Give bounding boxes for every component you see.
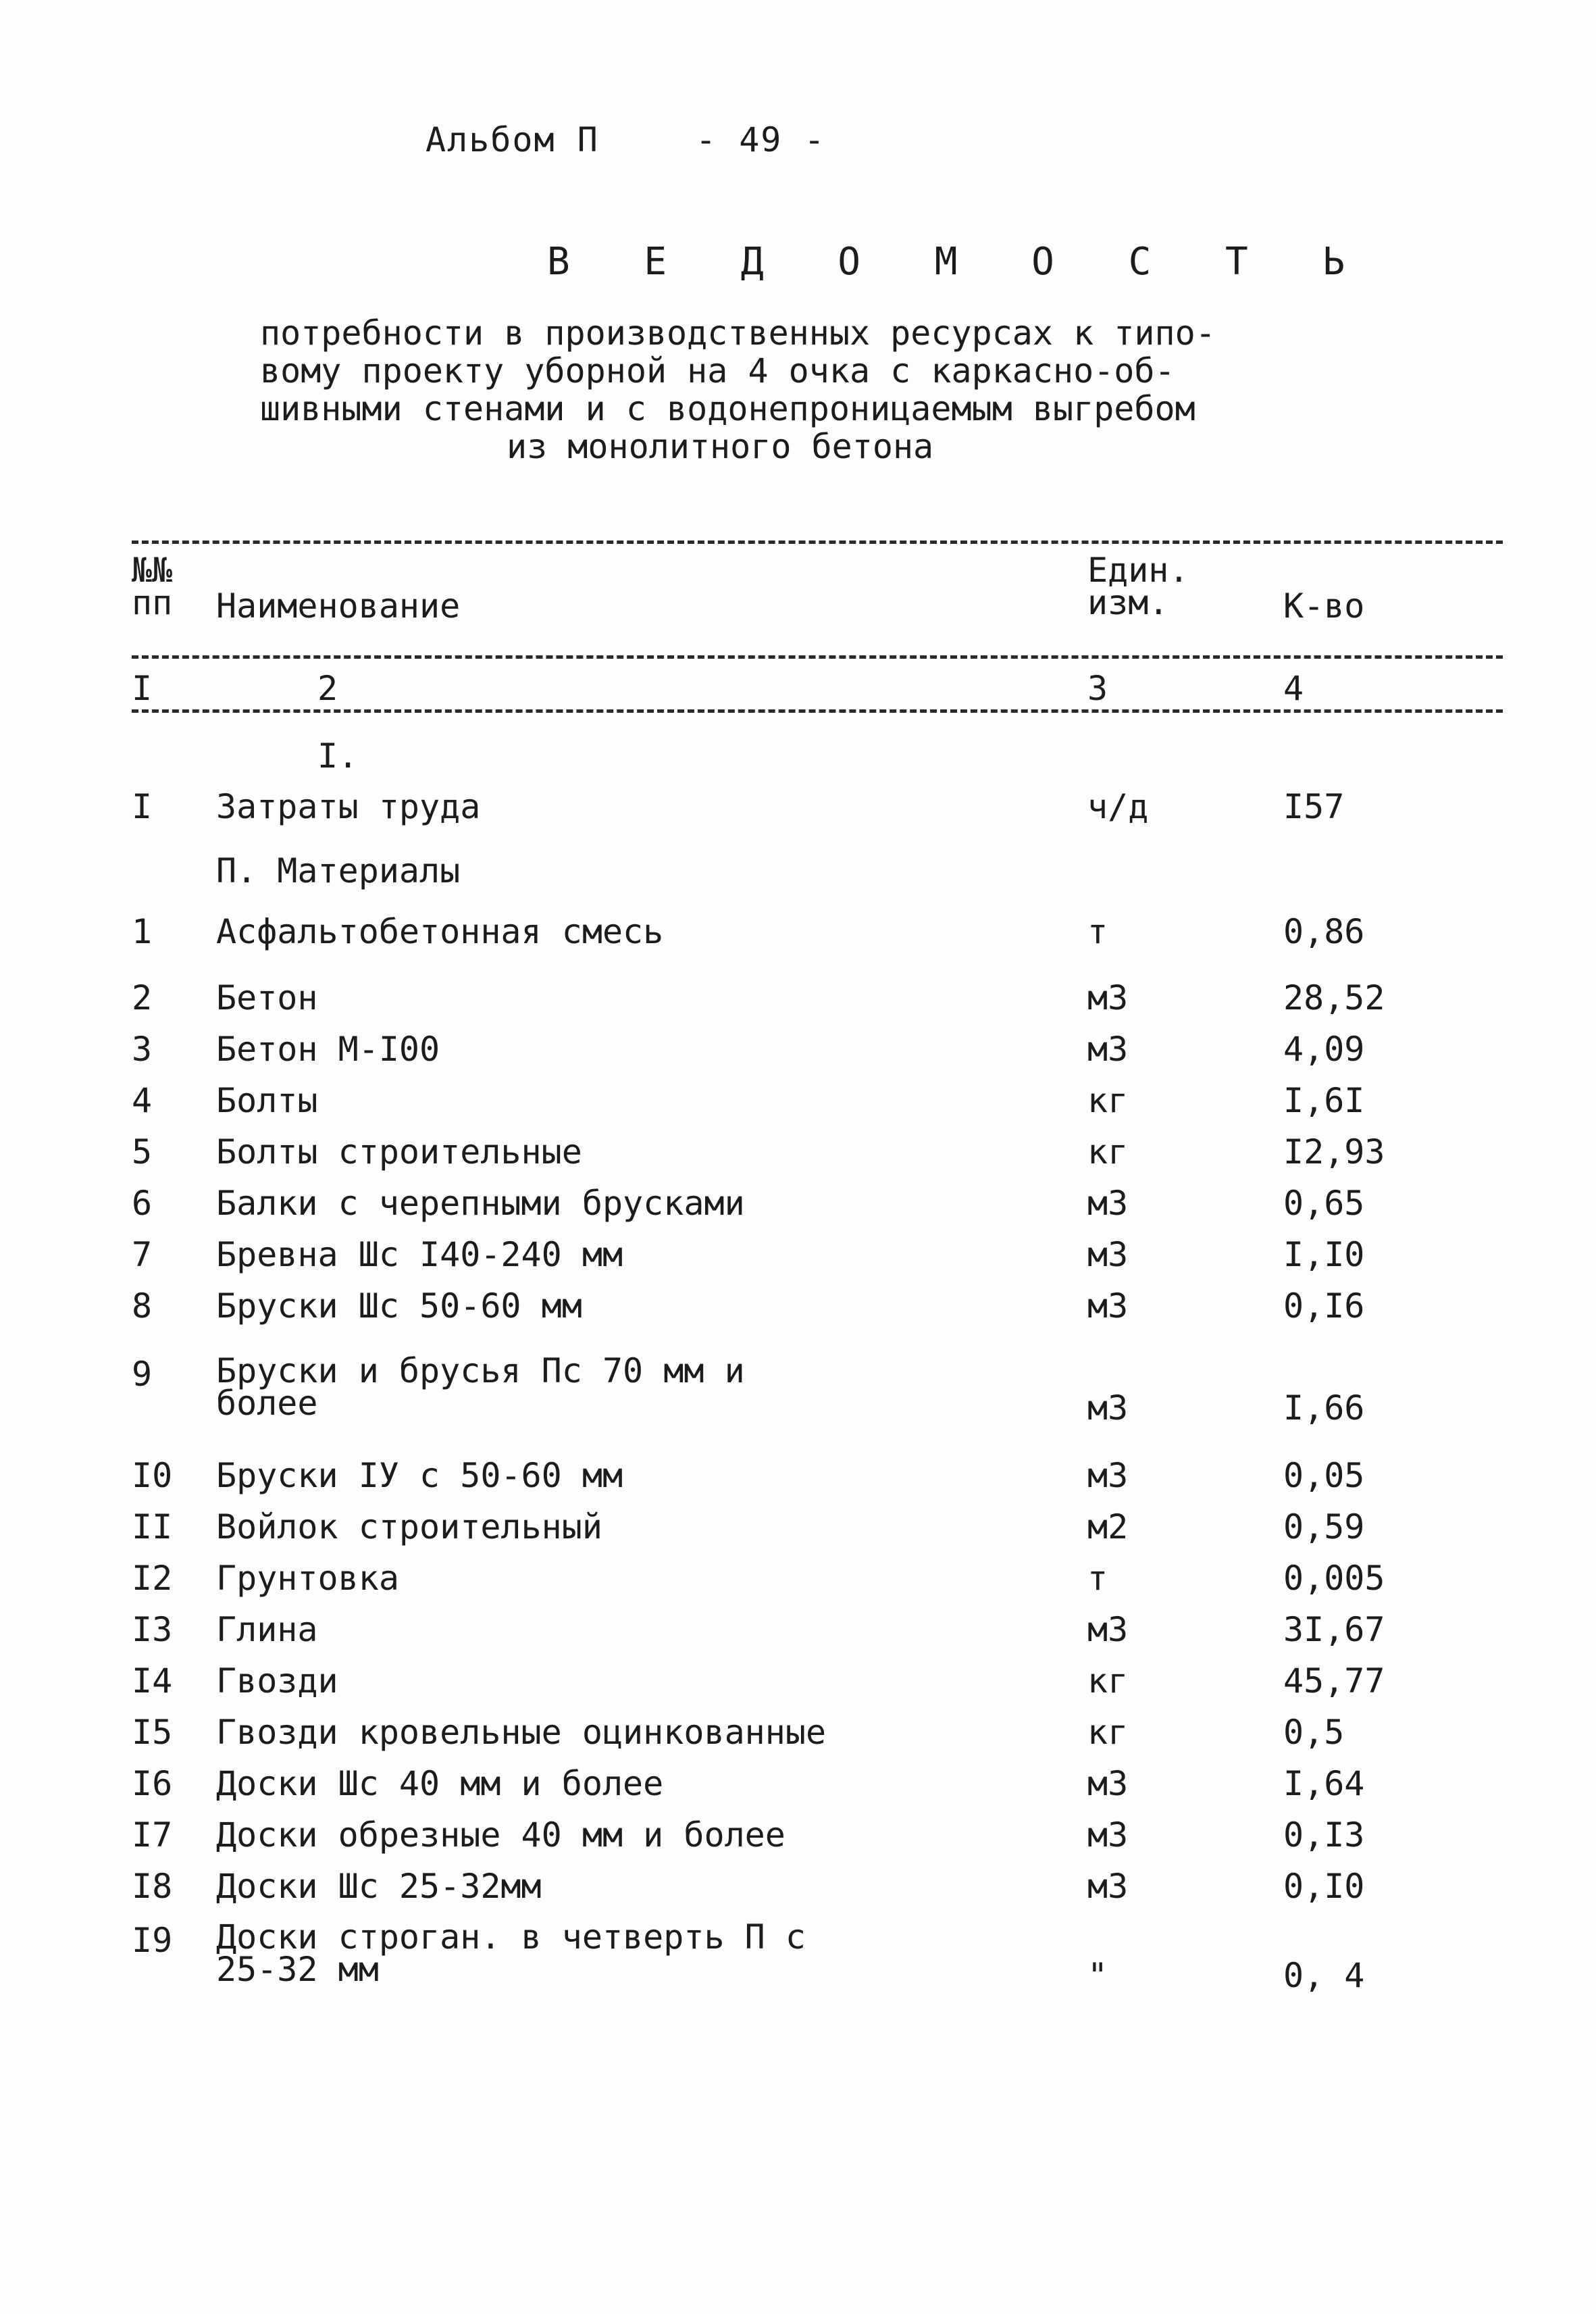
subtitle-line-1: потребности в производственных ресурсах к типо- [260,313,1216,353]
row-name: Бревна Шс I40-240 мм [216,1235,623,1274]
row-name: Доски Шс 25-32мм [216,1867,542,1906]
row-qty: 0,I6 [1283,1286,1365,1326]
row-unit: м3 [1087,978,1129,1017]
row-qty: I,64 [1283,1764,1365,1803]
row-name: Гвозди [216,1661,338,1701]
row-name: Болты [216,1081,318,1120]
row-unit: м3 [1087,1867,1129,1906]
row-qty: 0,5 [1283,1713,1345,1752]
row-number: I2 [132,1559,173,1598]
row-name: Доски Шс 40 мм и более [216,1764,664,1803]
row-qty: 4,09 [1283,1030,1365,1069]
row-name: Болты строительные [216,1132,582,1172]
row-unit: м3 [1087,1388,1129,1428]
row-name: Войлок строительный [216,1507,602,1546]
row-name: Бруски IУ с 50-60 мм [216,1456,623,1495]
row-number: 7 [132,1235,153,1274]
row-unit: м3 [1087,1610,1129,1649]
header-unit: Един. изм. [1087,551,1189,622]
row-qty: 0, 4 [1283,1956,1365,1995]
header-rule [132,655,1503,659]
row-number: I5 [132,1713,173,1752]
row-unit: кг [1087,1661,1129,1701]
row-qty: 0,86 [1283,912,1365,951]
row-name: Бруски Шс 50-60 мм [216,1286,582,1326]
album-label: Альбом П [426,120,599,159]
section-heading-2: П. Материалы [216,851,461,890]
row-number: 9 [132,1355,153,1394]
row-number: I7 [132,1815,173,1855]
row-name: Глина [216,1610,318,1649]
section-heading-1: I. [317,736,359,776]
row-name: Доски строган. в четверть П с 25-32 мм [216,1917,806,1989]
row-unit: м3 [1087,1815,1129,1855]
row-number: I9 [132,1921,173,1960]
row-number: 4 [132,1081,153,1120]
header-name: Наименование [216,586,461,626]
row-number: 2 [132,978,153,1017]
column-number-3: 3 [1087,669,1108,708]
column-number-2: 2 [317,669,338,708]
row-number: I3 [132,1610,173,1649]
row-unit: м3 [1087,1764,1129,1803]
subtitle-line-4: из монолитного бетона [507,427,934,466]
row-unit: м3 [1087,1286,1129,1326]
row-unit: м3 [1087,1235,1129,1274]
row-unit: т [1087,1559,1108,1598]
row-name: Гвозди кровельные оцинкованные [216,1713,827,1752]
row-name: Бруски и брусья Пс 70 мм и более [216,1351,745,1423]
row-unit: м2 [1087,1507,1129,1546]
row-qty: I2,93 [1283,1132,1385,1172]
row-name: Балки с черепными брусками [216,1184,745,1223]
row-unit: кг [1087,1081,1129,1120]
row-qty: 0,05 [1283,1456,1365,1495]
row-unit: кг [1087,1132,1129,1172]
row-unit: м3 [1087,1030,1129,1069]
subtitle-line-3: шивными стенами и с водонепроницаемым выгребом [260,389,1195,428]
row-qty: I57 [1283,787,1345,826]
page-number: - 49 - [696,120,826,159]
row-unit: ч/д [1087,787,1149,826]
row-number: I4 [132,1661,173,1701]
document-title: В Е Д О М О С Т Ь [547,240,1371,284]
row-name: Грунтовка [216,1559,399,1598]
row-unit: т [1087,912,1108,951]
row-number: 3 [132,1030,153,1069]
row-name: Асфальтобетонная смесь [216,912,664,951]
header-num: №№ пп [132,551,173,622]
header-qty: К-во [1283,586,1365,626]
row-number: II [132,1507,173,1546]
row-number: 6 [132,1184,153,1223]
row-qty: I,66 [1283,1388,1365,1428]
column-numbers-rule [132,709,1503,713]
row-qty: 0,I0 [1283,1867,1365,1906]
row-unit: кг [1087,1713,1129,1752]
column-number-1: I [132,669,153,708]
row-name: Доски обрезные 40 мм и более [216,1815,786,1855]
row-qty: 0,65 [1283,1184,1365,1223]
row-qty: 45,77 [1283,1661,1385,1701]
table-top-rule [132,540,1503,544]
row-qty: I,6I [1283,1081,1365,1120]
row-unit: м3 [1087,1456,1129,1495]
row-number: I6 [132,1764,173,1803]
row-number: 8 [132,1286,153,1326]
row-number: 1 [132,912,153,951]
row-unit: " [1087,1956,1108,1995]
row-number: I [132,787,153,826]
row-qty: 0,59 [1283,1507,1365,1546]
row-name: Бетон [216,978,318,1017]
row-qty: I,I0 [1283,1235,1365,1274]
row-unit: м3 [1087,1184,1129,1223]
subtitle-line-2: вому проекту уборной на 4 очка с каркасно-об- [260,351,1175,391]
row-qty: 28,52 [1283,978,1385,1017]
row-number: I8 [132,1867,173,1906]
row-qty: 3I,67 [1283,1610,1385,1649]
row-number: 5 [132,1132,153,1172]
column-number-4: 4 [1283,669,1304,708]
row-qty: 0,I3 [1283,1815,1365,1855]
row-name: Бетон М-I00 [216,1030,440,1069]
row-name: Затраты труда [216,787,481,826]
row-number: I0 [132,1456,173,1495]
row-qty: 0,005 [1283,1559,1385,1598]
